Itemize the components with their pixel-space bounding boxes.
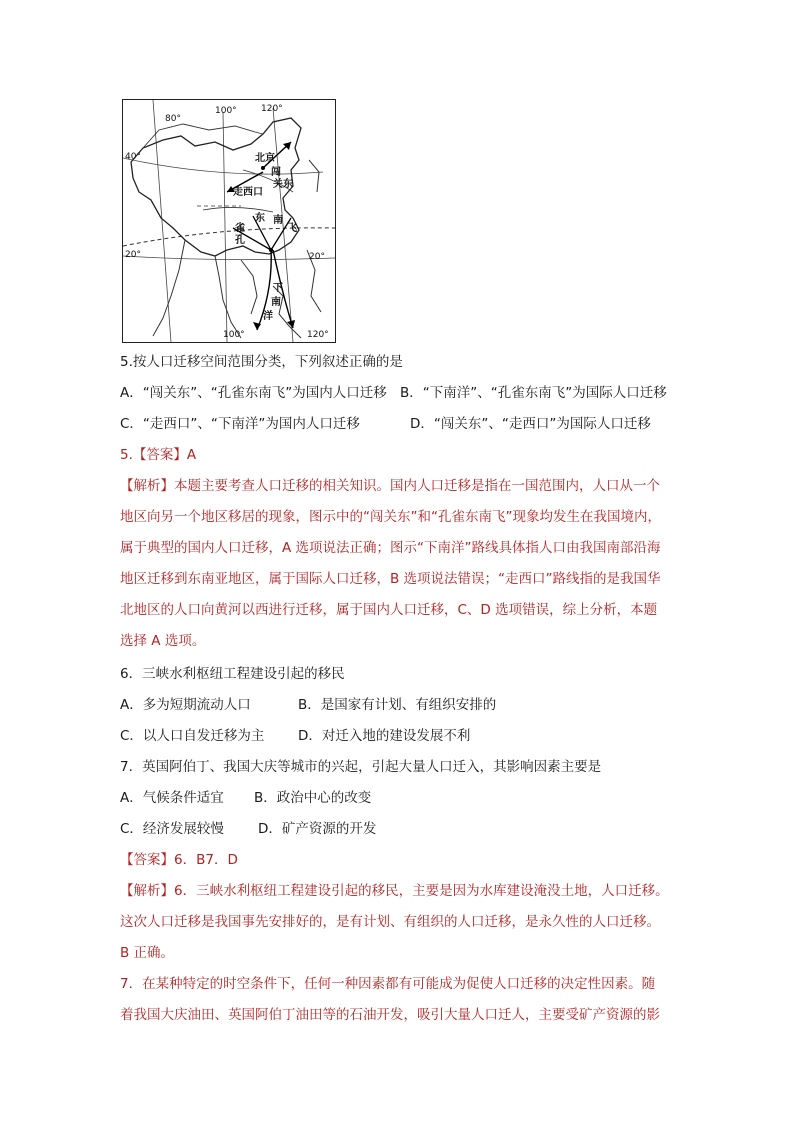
lon-120-label: 120° — [261, 104, 283, 114]
beijing-label: 北京 — [255, 153, 275, 164]
beijing-dot — [261, 166, 265, 170]
parallel-40 — [123, 158, 323, 174]
lon-80-label: 80° — [165, 114, 181, 124]
q5-analysis-line: 地区迁移到东南亚地区，属于国际人口迁移，B 选项说法错误；“走西口”路线指的是我国华 — [120, 571, 661, 587]
korea-coast — [309, 160, 319, 192]
q5-analysis-line: 选择 A 选项。 — [120, 633, 206, 649]
fei-label: 飞 — [287, 223, 297, 234]
q67-analysis-line: 这次人口迁移是我国事先安排好的，是有计划、有组织的人口迁移，是永久性的人口迁移。 — [120, 914, 660, 930]
lon-100-bottom-label: 100° — [223, 330, 245, 340]
q5-analysis-line: 北地区的人口向黄河以西进行迁移，属于国内人口迁移，C、D 选项错误，综上分析，本题 — [120, 602, 658, 618]
peninsula-coast — [215, 256, 241, 338]
chuang-label: 闯 — [271, 167, 281, 178]
q7-option-c[interactable]: C．经济发展较慢 — [120, 821, 224, 837]
tropic-line — [123, 228, 335, 246]
map-graphic — [123, 100, 335, 342]
q67-analysis-line: B 正确。 — [120, 945, 175, 961]
south-dot — [269, 248, 273, 252]
lat-40-label: 40° — [125, 152, 141, 162]
q5-option-b[interactable]: B．“下南洋”、“孔雀东南飞”为国际人口迁移 — [400, 385, 667, 401]
xia-label: 下 — [273, 283, 283, 294]
q6-option-c[interactable]: C．以人口自发迁移为主 — [120, 728, 265, 744]
yang-label: 洋 — [263, 311, 273, 322]
q6-options-row1 — [120, 696, 497, 714]
q7-stem: 7．英国阿伯丁、我国大庆等城市的兴起，引起大量人口迁入，其影响因素主要是 — [120, 759, 602, 775]
dong-label: 东 — [255, 213, 265, 224]
q6-option-d[interactable]: D．对迁入地的建设发展不利 — [298, 728, 471, 744]
q7-option-d[interactable]: D．矿产资源的开发 — [258, 821, 377, 837]
q67-answer: 【答案】6．B7．D — [120, 852, 238, 868]
q6-option-b[interactable]: B．是国家有计划、有组织安排的 — [298, 697, 497, 713]
lon-100-label: 100° — [215, 106, 237, 116]
nan2-label: 南 — [271, 297, 281, 308]
zouxikou-label: 走西口 — [233, 187, 263, 198]
lat-20-right-label: 20° — [309, 252, 325, 262]
q5-options-row2 — [120, 415, 651, 433]
q5-option-c[interactable]: C．“走西口”、“下南洋”为国内人口迁移 — [120, 416, 360, 432]
river-2 — [203, 207, 273, 212]
indochina-coast — [241, 260, 257, 314]
q6-stem: 6．三峡水利枢纽工程建设引起的移民 — [120, 666, 345, 682]
q5-option-d[interactable]: D．“闯关东”、“走西口”为国际人口迁移 — [410, 416, 651, 432]
que-label: 雀 — [235, 223, 245, 234]
parallel-20 — [123, 256, 335, 260]
guandong-label: 关东 — [273, 179, 293, 190]
q5-analysis-line: 【解析】本题主要考查人口迁移的相关知识。国内人口迁移是指在一国范围内，人口从一个 — [120, 478, 660, 494]
q5-options-row1 — [120, 384, 667, 402]
meridian-80 — [153, 100, 171, 342]
q6-option-a[interactable]: A．多为短期流动人口 — [120, 697, 251, 713]
lon-120-bottom-label: 120° — [307, 330, 329, 340]
q7-option-a[interactable]: A．气候条件适宜 — [120, 790, 224, 806]
q5-stem: 5.按人口迁移空间范围分类，下列叙述正确的是 — [120, 354, 403, 370]
q67-analysis — [120, 876, 680, 1031]
q6-options-row2 — [120, 727, 471, 745]
nan-label: 南 — [273, 215, 283, 226]
lat-20-label: 20° — [125, 250, 141, 260]
q7-options-row1 — [120, 789, 372, 807]
india-coast — [153, 240, 185, 336]
q67-analysis-line: 【解析】6．三峡水利枢纽工程建设引起的移民，主要是因为水库建设淹没土地，人口迁移。 — [120, 883, 669, 899]
q5-answer: 5.【答案】A — [120, 447, 197, 463]
q67-analysis-line: 7．在某种特定的时空条件下，任何一种因素都有可能成为促使人口迁移的决定性因素。随 — [120, 976, 656, 992]
q5-option-a[interactable]: A．“闯关东”、“孔雀东南飞”为国内人口迁移 — [120, 385, 387, 401]
migration-map — [122, 99, 336, 343]
q67-analysis-line: 着我国大庆油田、英国阿伯丁油田等的石油开发，吸引大量人口迁人，主要受矿产资源的影 — [120, 1007, 660, 1023]
q5-analysis — [120, 471, 680, 657]
kong-label: 孔 — [235, 235, 245, 246]
q5-analysis-line: 地区向另一个地区移居的现象，图示中的“闯关东”和“孔雀东南飞”现象均发生在我国境内， — [120, 509, 661, 525]
q5-analysis-line: 属于典型的国内人口迁移，A 选项说法正确；图示“下南洋”路线具体指人口由我国南部沿海 — [120, 540, 661, 556]
q7-option-b[interactable]: B．政治中心的改变 — [254, 790, 372, 806]
q7-options-row2 — [120, 820, 377, 838]
